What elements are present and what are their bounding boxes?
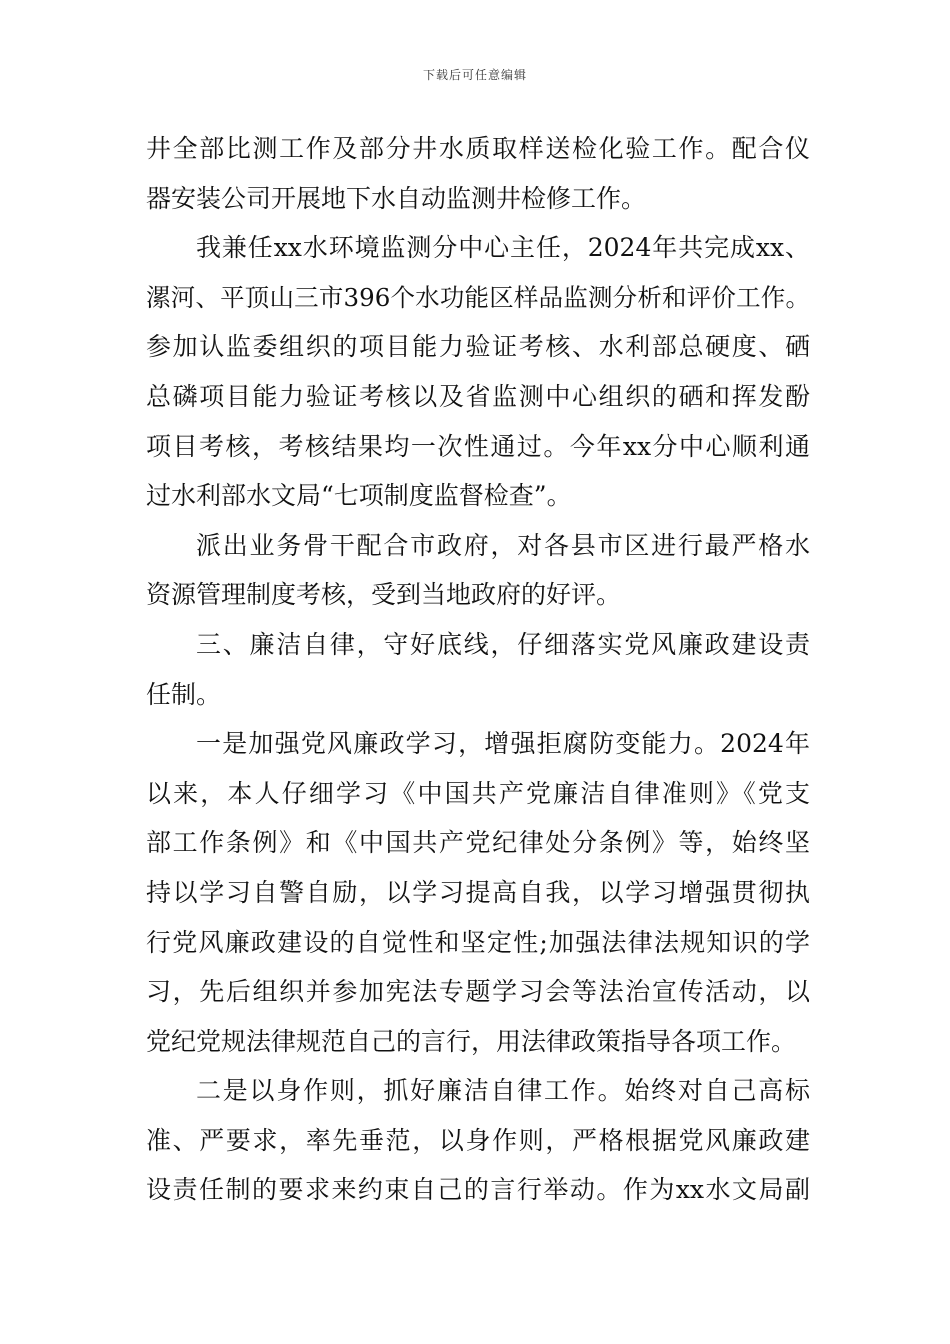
body-line: 项目考核，考核结果均一次性通过。今年xx分中心顺利通 xyxy=(146,431,810,461)
body-line: 准、严要求，率先垂范，以身作则，严格根据党风廉政建 xyxy=(146,1125,810,1155)
body-line: 井全部比测工作及部分井水质取样送检化验工作。配合仪 xyxy=(146,134,810,163)
body-line: 一是加强党风廉政学习，增强拒腐防变能力。2024年 xyxy=(196,729,810,759)
body-line: 以来，本人仔细学习《中国共产党廉洁自律准则》《党支 xyxy=(146,778,810,808)
body-line: 党纪党规法律规范自己的言行，用法律政策指导各项工作。 xyxy=(146,1026,797,1056)
document-body xyxy=(146,124,810,1215)
body-line: 我兼任xx水环境监测分中心主任，2024年共完成xx、 xyxy=(196,233,810,263)
section-heading-line: 三、廉洁自律，守好底线，仔细落实党风廉政建设责 xyxy=(196,629,810,659)
body-line: 参加认监委组织的项目能力验证考核、水利部总硬度、硒 xyxy=(146,332,810,362)
body-line: 行党风廉政建设的自觉性和坚定性;加强法律法规知识的学 xyxy=(146,927,810,957)
body-line: 习，先后组织并参加宪法专题学习会等法治宣传活动，以 xyxy=(146,977,810,1007)
body-line: 资源管理制度考核，受到当地政府的好评。 xyxy=(146,580,622,610)
body-line: 过水利部水文局“七项制度监督检查”。 xyxy=(146,481,572,511)
section-heading-line: 任制。 xyxy=(146,679,222,709)
body-line: 器安装公司开展地下水自动监测井检修工作。 xyxy=(146,183,647,213)
body-line: 总磷项目能力验证考核以及省监测中心组织的硒和挥发酚 xyxy=(146,381,810,411)
body-line: 漯河、平顶山三市396个水功能区样品监测分析和评价工作。 xyxy=(146,282,810,312)
body-line: 设责任制的要求来约束自己的言行举动。作为xx水文局副 xyxy=(146,1175,810,1205)
body-line: 持以学习自警自励，以学习提高自我，以学习增强贯彻执 xyxy=(146,877,810,907)
body-line: 派出业务骨干配合市政府，对各县市区进行最严格水 xyxy=(196,530,810,560)
body-line: 二是以身作则，抓好廉洁自律工作。始终对自己高标 xyxy=(196,1076,810,1106)
page-header-note: 下载后可任意编辑 xyxy=(422,68,527,82)
body-line: 部工作条例》和《中国共产党纪律处分条例》等，始终坚 xyxy=(146,828,810,858)
